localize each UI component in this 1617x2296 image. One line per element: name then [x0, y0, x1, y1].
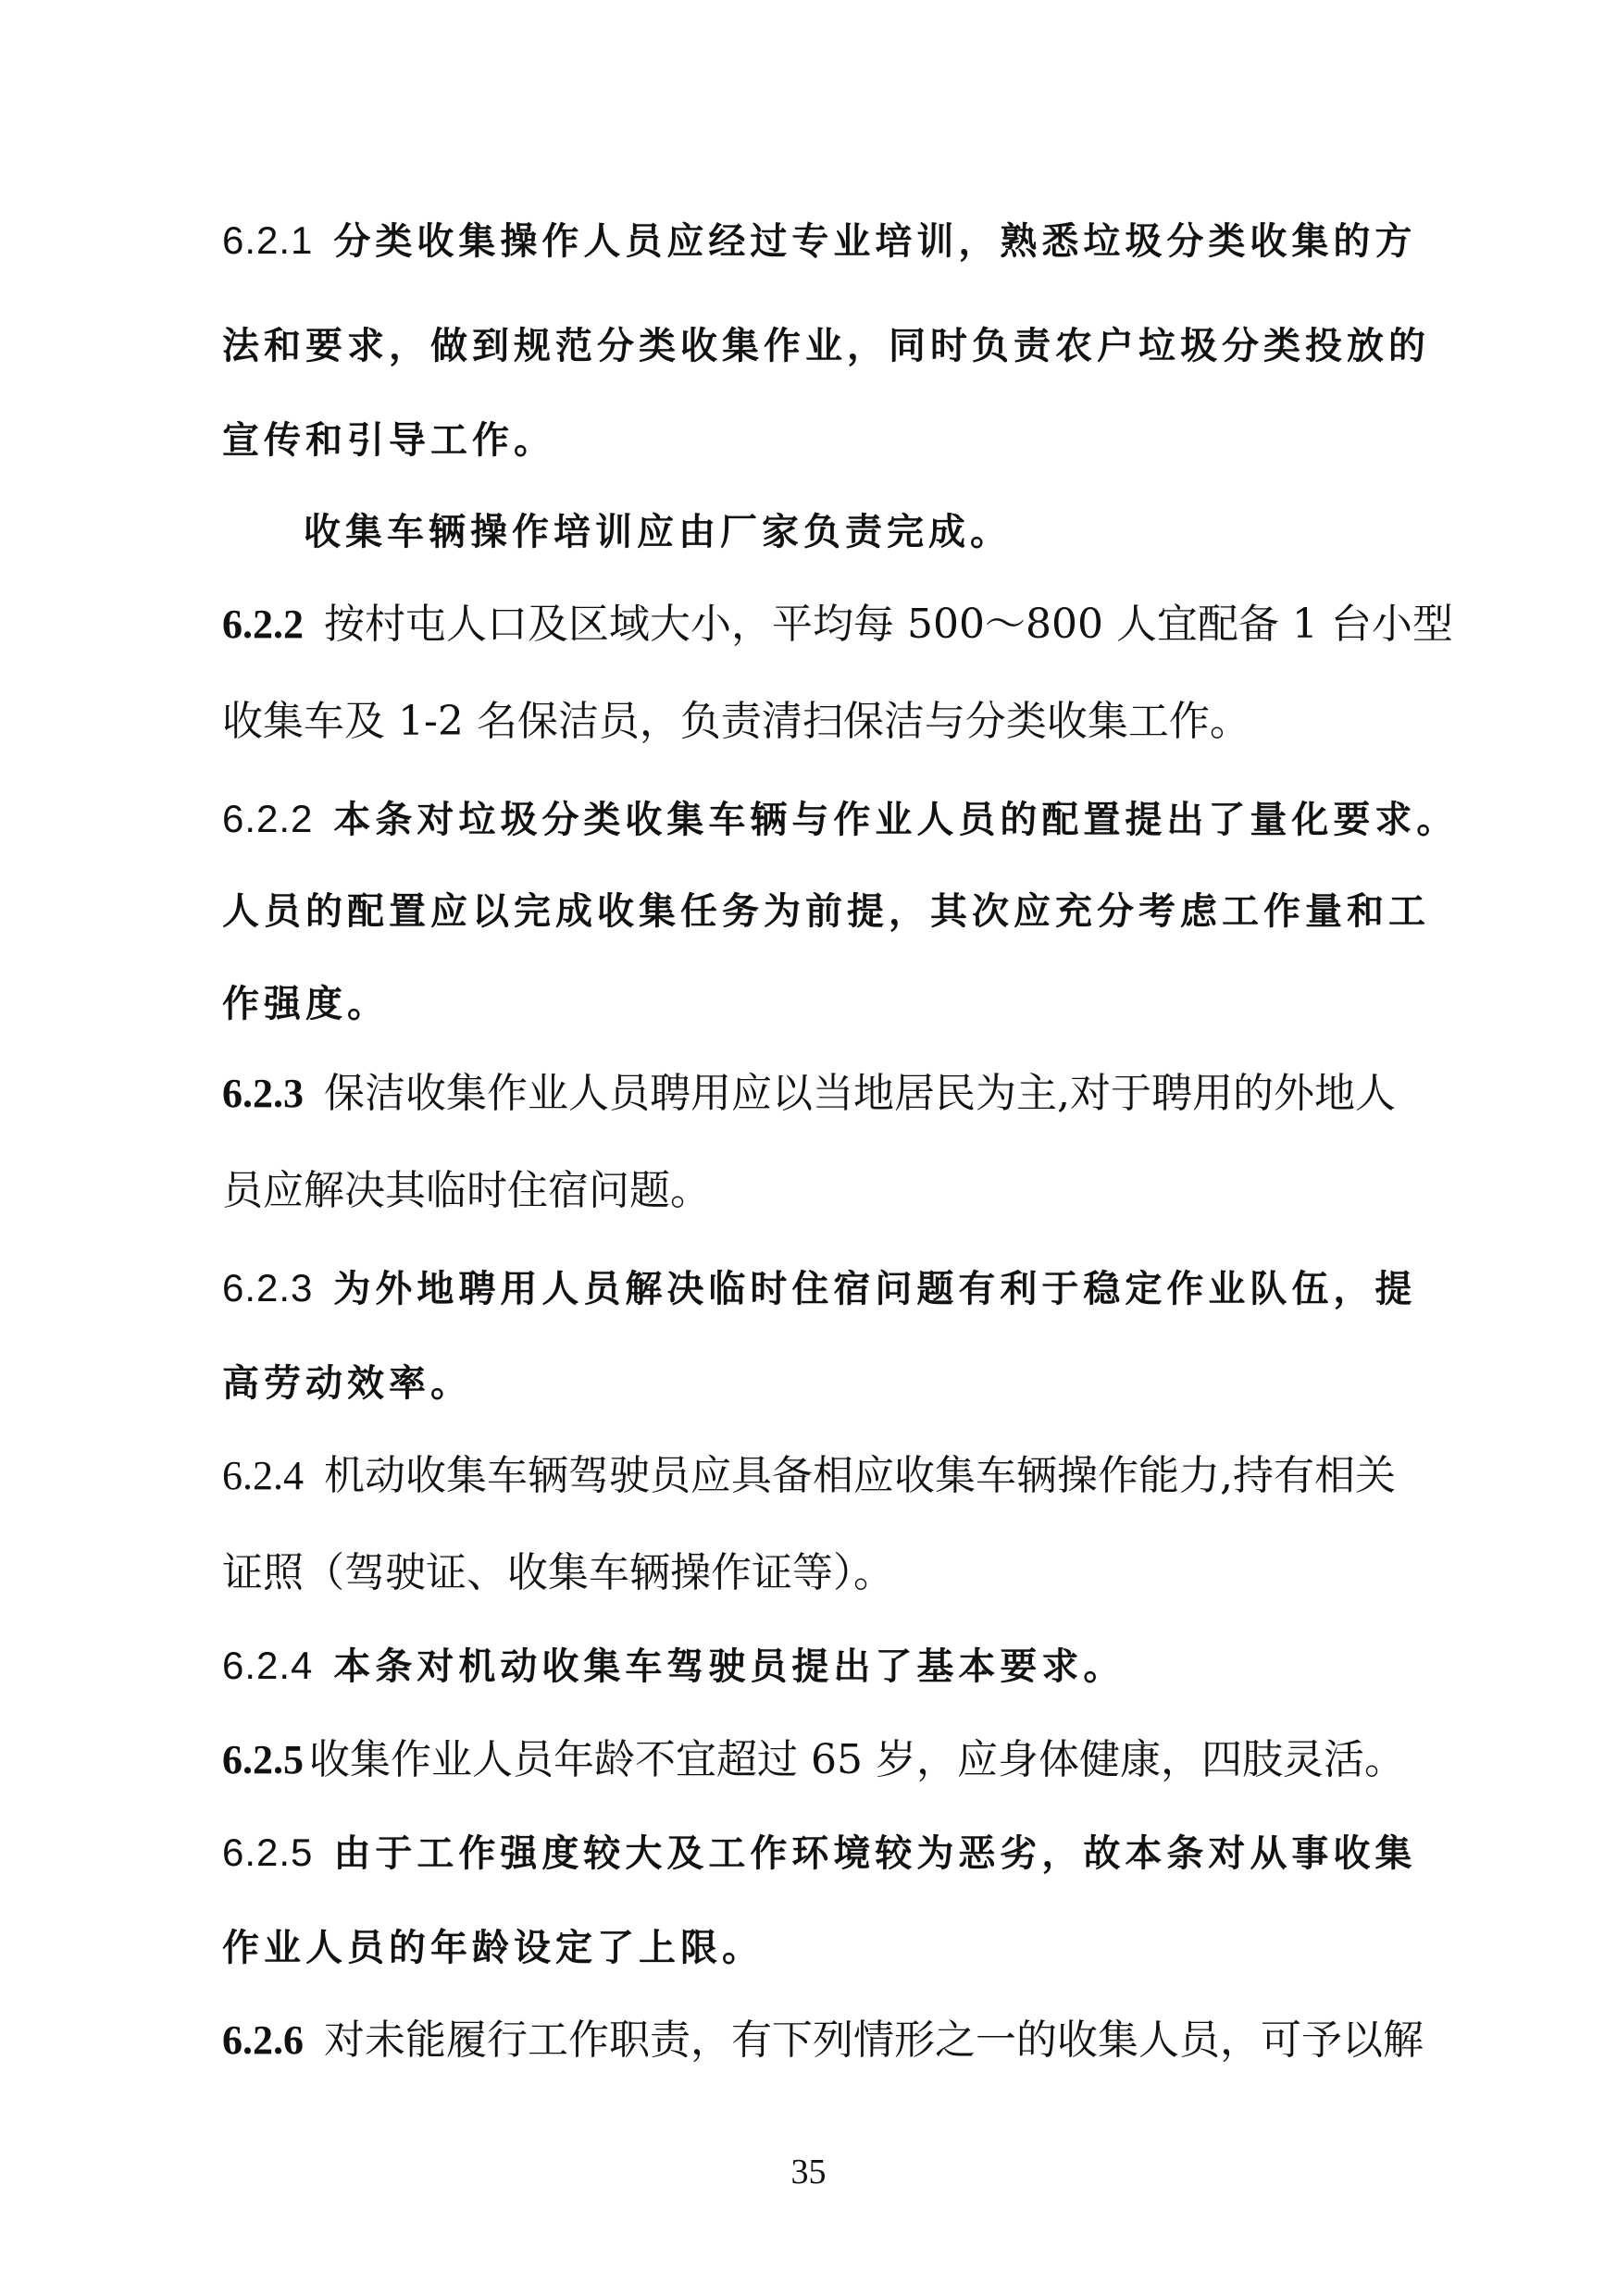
clause-number: 6.2.4 [222, 1644, 314, 1687]
clause-6-2-2-explanation-line-1: 6.2.2 本条对垃圾分类收集车辆与作业人员的配置提出了量化要求。 [222, 797, 1459, 841]
clause-6-2-5-line-1: 6.2.5 收集作业人员年龄不宜超过 65 岁，应身体健康，四肢灵活。 [222, 1736, 1405, 1783]
clause-6-2-4-line-2: 证照（驾驶证、收集车辆操作证等）。 [222, 1549, 894, 1596]
clause-number: 6.2.6 [222, 2017, 304, 2063]
clause-6-2-1-explanation-line-3: 宣传和引导工作。 [222, 419, 555, 462]
clause-number: 6.2.3 [222, 1266, 314, 1309]
clause-6-2-2-explanation-line-2: 人员的配置应以完成收集任务为前提，其次应充分考虑工作量和工 [222, 890, 1430, 933]
clause-6-2-3-explanation-line-2: 高劳动效率。 [222, 1362, 472, 1405]
clause-6-2-1-explanation-line-1: 6.2.1 分类收集操作人员应经过专业培训，熟悉垃圾分类收集的方 [222, 218, 1417, 263]
clause-number: 6.2.3 [222, 1071, 304, 1116]
clause-6-2-1-explanation-line-4: 收集车辆操作培训应由厂家负责完成。 [304, 511, 1012, 553]
clause-6-2-2-explanation-line-3: 作强度。 [222, 983, 389, 1025]
clause-6-2-3-line-2: 员应解决其临时住宿问题。 [222, 1167, 711, 1214]
clause-6-2-3-explanation-line-1: 6.2.3 为外地聘用人员解决临时住宿问题有利于稳定作业队伍，提 [222, 1266, 1417, 1310]
clause-6-2-6-line-1: 6.2.6 对未能履行工作职责，有下列情形之一的收集人员，可予以解 [222, 2017, 1424, 2064]
clause-number: 6.2.1 [222, 218, 314, 262]
clause-6-2-5-explanation-line-2: 作业人员的年龄设定了上限。 [222, 1927, 764, 1969]
clause-number: 6.2.2 [222, 797, 314, 840]
clause-6-2-4-line-1: 6.2.4 机动收集车辆驾驶员应具备相应收集车辆操作能力,持有相关 [222, 1452, 1396, 1499]
clause-6-2-2-line-2: 收集车及 1-2 名保洁员，负责清扫保洁与分类收集工作。 [222, 698, 1250, 745]
page-number: 35 [790, 2153, 827, 2191]
clause-6-2-2-line-1: 6.2.2 按村屯人口及区域大小，平均每 500～800 人宜配备 1 台小型 [222, 601, 1453, 648]
clause-6-2-5-explanation-line-1: 6.2.5 由于工作强度较大及工作环境较为恶劣，故本条对从事收集 [222, 1831, 1417, 1875]
clause-number: 6.2.5 [222, 1831, 314, 1874]
clause-6-2-3-line-1: 6.2.3 保洁收集作业人员聘用应以当地居民为主,对于聘用的外地人 [222, 1070, 1396, 1117]
clause-number: 6.2.5 [222, 1737, 304, 1782]
clause-6-2-1-explanation-line-2: 法和要求，做到规范分类收集作业，同时负责农户垃圾分类投放的 [222, 325, 1430, 367]
clause-number: 6.2.4 [222, 1453, 304, 1498]
clause-6-2-4-explanation-line-1: 6.2.4 本条对机动收集车驾驶员提出了基本要求。 [222, 1644, 1126, 1688]
clause-number: 6.2.2 [222, 602, 304, 647]
